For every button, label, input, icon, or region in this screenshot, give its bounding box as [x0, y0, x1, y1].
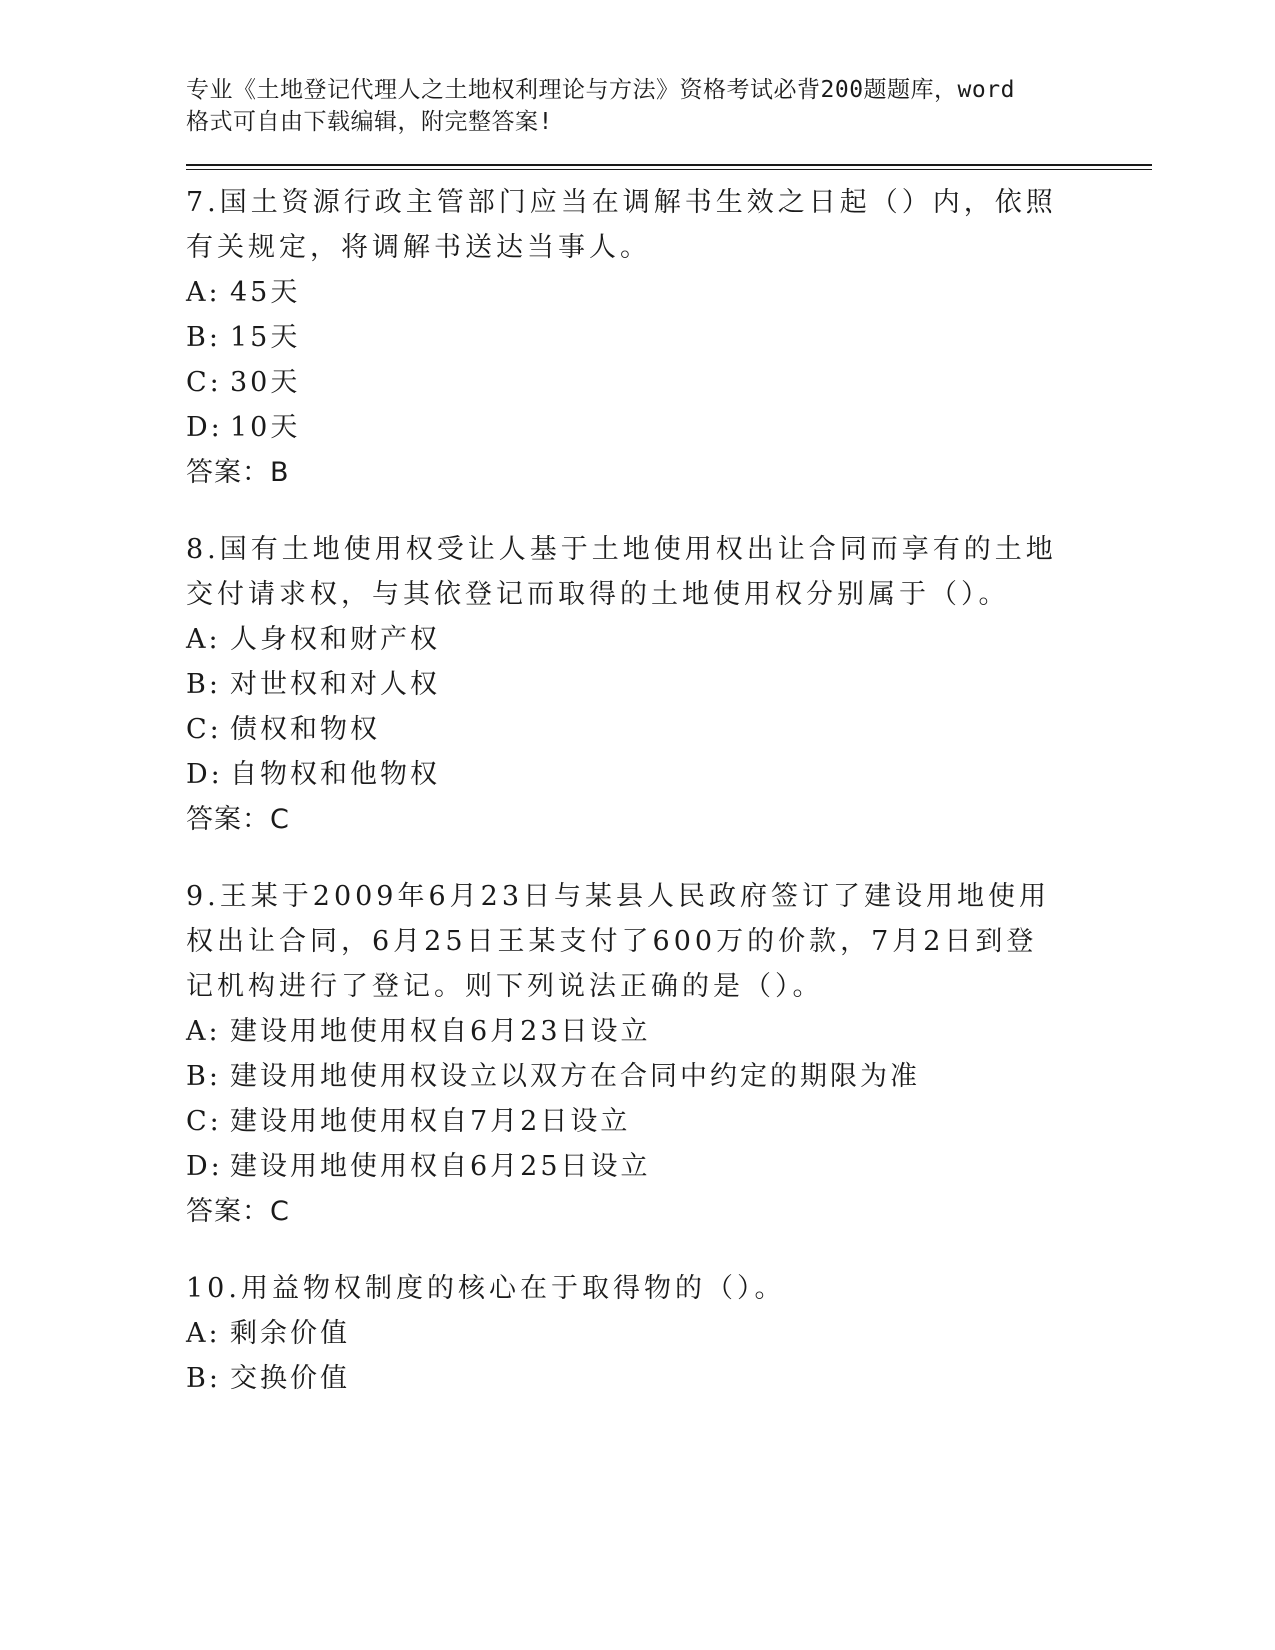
question-list — [186, 180, 1152, 1401]
option-text: 30天 — [230, 367, 301, 398]
document-page — [186, 74, 1152, 1433]
answer-line: 答案：C — [186, 1196, 290, 1227]
question-7 — [186, 180, 1152, 495]
option-c — [186, 707, 1152, 752]
option-letter: A: — [186, 624, 221, 655]
option-text: 15天 — [230, 322, 301, 353]
option-letter: B: — [186, 1363, 221, 1394]
option-b — [186, 1356, 1152, 1401]
option-b — [186, 315, 1152, 360]
option-letter: D: — [186, 1151, 223, 1182]
question-8 — [186, 527, 1152, 842]
option-text: 10天 — [230, 412, 301, 443]
option-letter: B: — [186, 322, 221, 353]
option-text: 交换价值 — [230, 1363, 350, 1394]
question-9 — [186, 874, 1152, 1234]
question-stem: 9.王某于2009年6月23日与某县人民政府签订了建设用地使用权出让合同，6月25日王某支付了600万的价款，7月2日到登记机构进行了登记。则下列说法正确的是（）。 — [186, 881, 1051, 1002]
option-text: 剩余价值 — [230, 1318, 350, 1349]
option-letter: A: — [186, 1318, 221, 1349]
answer-line: 答案：C — [186, 804, 290, 835]
option-text: 45天 — [230, 277, 301, 308]
option-letter: B: — [186, 1061, 221, 1092]
option-text: 人身权和财产权 — [230, 624, 440, 655]
divider-thick-line — [186, 164, 1152, 166]
option-text: 建设用地使用权设立以双方在合同中约定的期限为准 — [230, 1061, 920, 1092]
option-letter: A: — [186, 1016, 221, 1047]
option-text: 自物权和他物权 — [230, 759, 440, 790]
option-d — [186, 1144, 1152, 1189]
header-line-1: 专业《土地登记代理人之土地权利理论与方法》资格考试必背200题题库，word — [186, 77, 1015, 103]
question-stem: 8.国有土地使用权受让人基于土地使用权出让合同而享有的土地交付请求权，与其依登记而取得的土地使用权分别属于（）。 — [186, 534, 1057, 610]
option-text: 建设用地使用权自7月2日设立 — [230, 1106, 631, 1137]
option-letter: C: — [186, 367, 222, 398]
option-letter: A: — [186, 277, 221, 308]
option-letter: D: — [186, 759, 223, 790]
option-a — [186, 1009, 1152, 1054]
document-header — [186, 74, 1066, 138]
header-divider — [186, 164, 1152, 170]
option-text: 建设用地使用权自6月25日设立 — [230, 1151, 651, 1182]
option-b — [186, 1054, 1152, 1099]
option-text: 债权和物权 — [230, 714, 380, 745]
question-10 — [186, 1266, 1152, 1401]
header-line-2: 格式可自由下载编辑，附完整答案! — [186, 109, 553, 135]
option-c — [186, 1099, 1152, 1144]
answer-line: 答案：B — [186, 457, 290, 488]
option-letter: C: — [186, 1106, 222, 1137]
option-a — [186, 1311, 1152, 1356]
question-stem: 7.国土资源行政主管部门应当在调解书生效之日起（）内，依照有关规定，将调解书送达当事人。 — [186, 187, 1057, 263]
option-d — [186, 405, 1152, 450]
option-letter: C: — [186, 714, 222, 745]
divider-thin-line — [186, 169, 1152, 170]
option-text: 对世权和对人权 — [230, 669, 440, 700]
question-stem: 10.用益物权制度的核心在于取得物的（）。 — [186, 1273, 786, 1304]
option-letter: B: — [186, 669, 221, 700]
option-b — [186, 662, 1152, 707]
option-a — [186, 617, 1152, 662]
option-letter: D: — [186, 412, 223, 443]
option-c — [186, 360, 1152, 405]
option-text: 建设用地使用权自6月23日设立 — [230, 1016, 651, 1047]
option-a — [186, 270, 1152, 315]
option-d — [186, 752, 1152, 797]
